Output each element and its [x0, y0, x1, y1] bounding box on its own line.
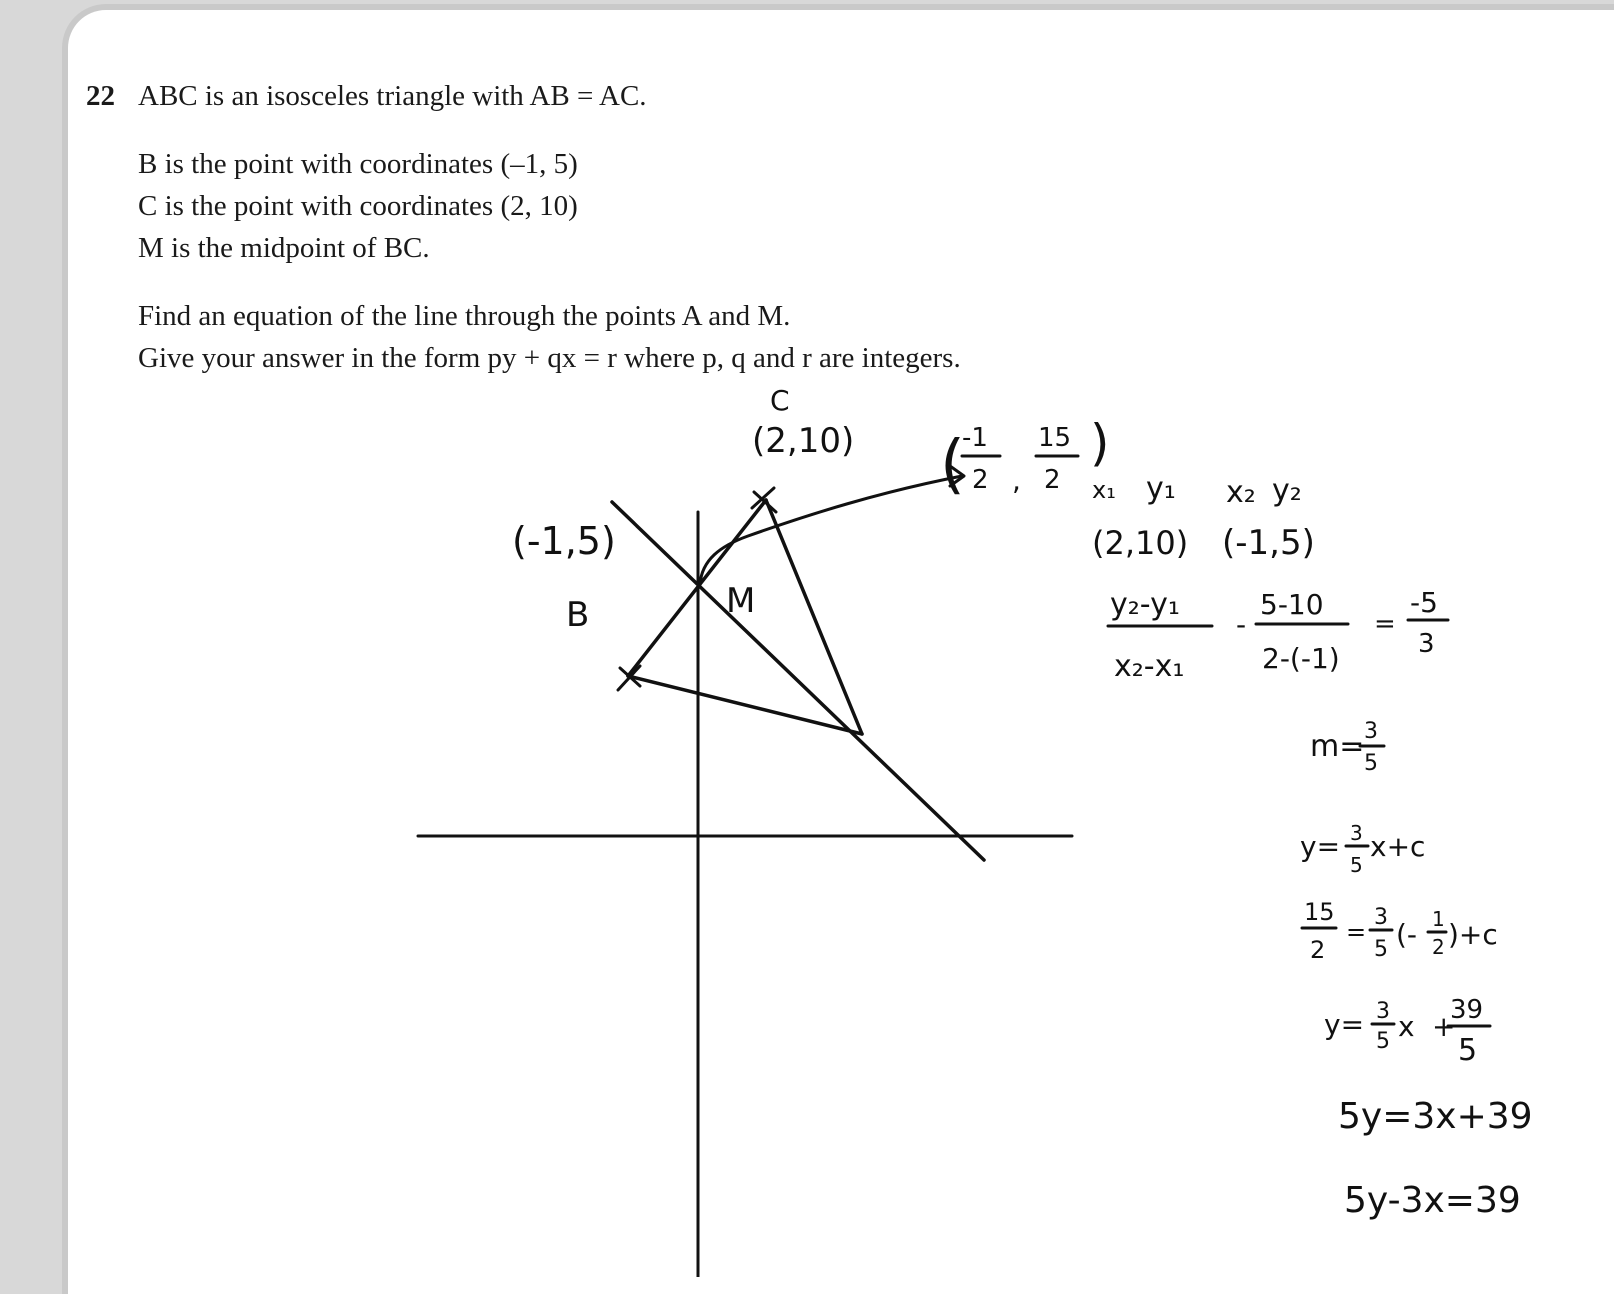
eq1-lhs: y= [1300, 830, 1341, 863]
label-x1: x₁ [1092, 476, 1116, 504]
eq2-half-num: 1 [1432, 907, 1445, 931]
midpoint-y-den: 2 [1044, 465, 1061, 495]
label-m: M [726, 581, 756, 621]
question-line-1: ABC is an isosceles triangle with AB = AC. [138, 80, 647, 112]
grad-result-num: -5 [1410, 586, 1438, 619]
question-number: 22 [86, 80, 115, 112]
eq3-x: x [1398, 1010, 1415, 1043]
point-1: (2,10) [1092, 524, 1189, 562]
grad-equals-1: - [1236, 608, 1247, 641]
label-b: B [566, 595, 590, 635]
label-x2: x₂ [1226, 475, 1256, 510]
eq2-equals: = [1346, 918, 1367, 946]
eq3-den: 5 [1376, 1029, 1390, 1054]
label-c: C [770, 384, 790, 417]
eq1-tail: x+c [1370, 830, 1426, 863]
eq3-num: 3 [1376, 999, 1390, 1024]
eq3-lhs: y= [1324, 1008, 1365, 1041]
label-y1: y₁ [1146, 471, 1176, 506]
grad-sub-den: 2-(-1) [1262, 642, 1340, 675]
midpoint-comma: , [1012, 464, 1021, 497]
triangle-side-ca [766, 500, 862, 734]
grad-sub-num: 5-10 [1260, 588, 1324, 621]
midpoint-arrow [700, 476, 962, 584]
grad-formula-num: y₂-y₁ [1110, 587, 1180, 622]
question-line-6: Give your answer in the form py + qx = r where p, q and r are integers. [138, 342, 961, 374]
m-den: 5 [1364, 751, 1378, 776]
line-am [612, 502, 984, 860]
eq1-den: 5 [1350, 853, 1363, 877]
coord-c: (2,10) [752, 421, 855, 461]
m-label: m= [1310, 729, 1365, 764]
eq2-lhs-num: 15 [1304, 898, 1335, 926]
triangle-side-ab [628, 676, 862, 734]
midpoint-x-num: -1 [962, 423, 988, 453]
eq2-num: 3 [1374, 905, 1388, 930]
eq3-c-den: 5 [1458, 1033, 1478, 1068]
question-line-4: M is the midpoint of BC. [138, 232, 430, 264]
midpoint-y-num: 15 [1038, 423, 1072, 453]
coord-b: (-1,5) [512, 519, 616, 563]
question-line-2: B is the point with coordinates (–1, 5) [138, 148, 578, 180]
eq2-den: 5 [1374, 937, 1388, 962]
eq5: 5y-3x=39 [1344, 1180, 1521, 1221]
point-2: (-1,5) [1222, 523, 1315, 563]
eq3-c-num: 39 [1450, 995, 1484, 1025]
midpoint-x-den: 2 [972, 465, 989, 495]
eq2-close: )+c [1448, 918, 1498, 951]
eq2-lhs-den: 2 [1310, 936, 1326, 964]
question-line-3: C is the point with coordinates (2, 10) [138, 190, 578, 222]
m-num: 3 [1364, 719, 1378, 744]
eq2-open: (- [1396, 918, 1418, 951]
grad-formula-den: x₂-x₁ [1114, 649, 1185, 684]
label-y2: y₂ [1272, 473, 1302, 508]
midpoint-close-paren: ) [1090, 414, 1110, 472]
eq4: 5y=3x+39 [1338, 1096, 1533, 1137]
midpoint-open-paren: ( [940, 428, 965, 502]
grad-equals-2: = [1374, 609, 1396, 639]
grad-result-den: 3 [1418, 629, 1435, 659]
eq1-num: 3 [1350, 821, 1363, 845]
eq3-plus: + [1432, 1010, 1456, 1043]
eq2-half-den: 2 [1432, 935, 1445, 959]
question-line-5: Find an equation of the line through the points A and M. [138, 300, 791, 332]
